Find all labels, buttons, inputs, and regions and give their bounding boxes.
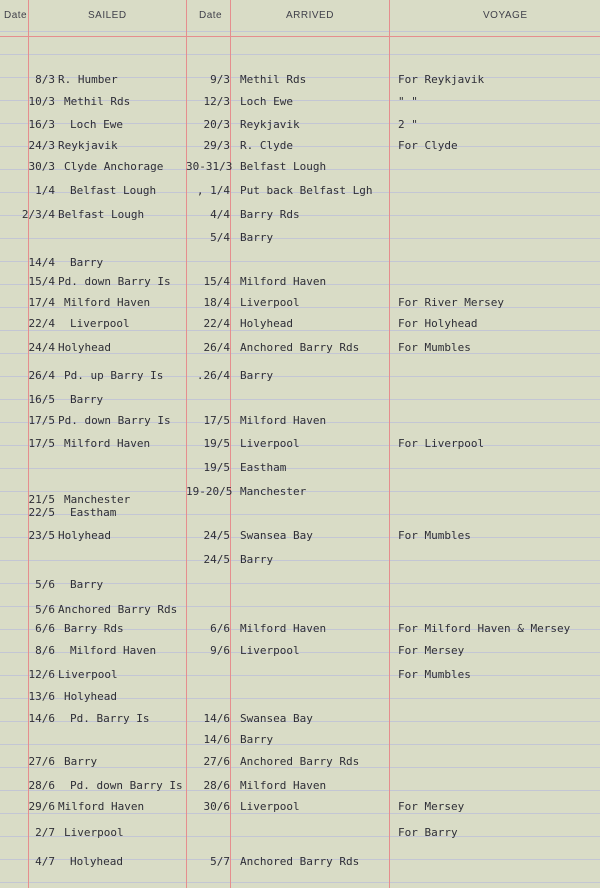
sail-place: Holyhead: [70, 855, 123, 868]
arrival-date: 29/3: [203, 139, 230, 152]
sail-date: 27/6: [28, 755, 55, 768]
ledger-row: [0, 776, 600, 796]
header-date-arrived: Date: [199, 10, 223, 21]
sail-date: 24/3: [28, 139, 55, 152]
ledger-row: [0, 550, 600, 570]
sail-date: 22/4: [28, 317, 55, 330]
arrival-date: 14/6: [203, 712, 230, 725]
sail-date: 26/4: [28, 369, 55, 382]
ledger-row: [0, 115, 600, 135]
voyage-note: For Mumbles: [398, 529, 471, 542]
sail-date: 28/6: [28, 779, 55, 792]
sail-date: 30/3: [28, 160, 55, 173]
ledger-row: [0, 411, 600, 431]
sail-place: Anchored Barry Rds: [58, 603, 178, 616]
ledger-row: [0, 253, 600, 273]
arrival-date: , 1/4: [196, 184, 230, 197]
header-voyage: VOYAGE: [483, 10, 528, 21]
sail-place: Pd. down Barry Is: [58, 275, 171, 288]
voyage-note: For Barry: [398, 826, 458, 839]
arrival-date: 19/5: [203, 437, 230, 450]
sail-place: Holyhead: [58, 341, 111, 354]
arrival-date: 24/5: [203, 529, 230, 542]
arrival-place: Milford Haven: [240, 275, 327, 288]
arrival-date: 15/4: [203, 275, 230, 288]
sail-date: 22/5: [28, 506, 55, 519]
sail-place: Barry Rds: [64, 622, 124, 635]
arrival-date: 5/4: [210, 231, 230, 244]
ledger-row: [0, 797, 600, 817]
arrival-date: 27/6: [203, 755, 230, 768]
arrival-place: Barry: [240, 369, 274, 382]
ledger-row: [0, 228, 600, 248]
sail-place: R. Humber: [58, 73, 118, 86]
sail-place: Clyde Anchorage: [64, 160, 164, 173]
voyage-note: For Mersey: [398, 644, 465, 657]
voyage-note: For Mumbles: [398, 341, 471, 354]
sail-place: Liverpool: [58, 668, 118, 681]
ledger-row: [0, 575, 600, 595]
arrival-place: Anchored Barry Rds: [240, 341, 360, 354]
sail-date: 2/7: [35, 826, 55, 839]
sail-place: Milford Haven: [64, 437, 151, 450]
arrival-place: Reykjavik: [240, 118, 300, 131]
arrival-date: 26/4: [203, 341, 230, 354]
arrival-date: 24/5: [203, 553, 230, 566]
sail-date: 29/6: [28, 800, 55, 813]
arrival-place: Liverpool: [240, 800, 300, 813]
sail-place: Holyhead: [64, 690, 117, 703]
ledger-row: [0, 157, 600, 177]
sail-place: Belfast Lough: [58, 208, 145, 221]
arrival-date: 28/6: [203, 779, 230, 792]
sail-place: Liverpool: [64, 826, 124, 839]
voyage-note: For Holyhead: [398, 317, 478, 330]
sail-place: Milford Haven: [70, 644, 157, 657]
ledger-row: [0, 752, 600, 772]
sail-place: Barry: [70, 578, 104, 591]
sail-place: Pd. down Barry Is: [70, 779, 183, 792]
arrival-place: Barry: [240, 733, 274, 746]
sail-place: Holyhead: [58, 529, 111, 542]
arrival-date: 18/4: [203, 296, 230, 309]
ledger-row: [0, 665, 600, 685]
header-date-sailed: Date: [4, 10, 28, 21]
arrival-date: 9/3: [210, 73, 230, 86]
sail-date: 8/6: [35, 644, 55, 657]
arrival-place: Manchester: [240, 485, 307, 498]
arrival-date: 12/3: [203, 95, 230, 108]
sail-date: 4/7: [35, 855, 55, 868]
ledger-row: [0, 823, 600, 843]
voyage-note: For Mersey: [398, 800, 465, 813]
voyage-note: For Mumbles: [398, 668, 471, 681]
sail-date: 16/3: [28, 118, 55, 131]
sail-date: 24/4: [28, 341, 55, 354]
ledger-row: [0, 314, 600, 334]
arrival-date: 14/6: [203, 733, 230, 746]
arrival-place: Milford Haven: [240, 414, 327, 427]
sail-place: Barry: [64, 755, 98, 768]
sail-date: 17/5: [28, 437, 55, 450]
ledger-row: [0, 293, 600, 313]
sail-place: Milford Haven: [58, 800, 145, 813]
ledger-row: [0, 730, 600, 750]
arrival-date: 19-20/5: [186, 485, 233, 498]
arrival-date: 4/4: [210, 208, 230, 221]
arrival-date: 30/6: [203, 800, 230, 813]
arrival-place: R. Clyde: [240, 139, 293, 152]
sail-date: 10/3: [28, 95, 55, 108]
arrival-date: 17/5: [203, 414, 230, 427]
sail-date: 6/6: [35, 622, 55, 635]
sail-date: 13/6: [28, 690, 55, 703]
ledger-row: [0, 600, 600, 620]
arrival-place: Loch Ewe: [240, 95, 293, 108]
sail-place: Barry: [70, 256, 104, 269]
ledger-row: [0, 181, 600, 201]
arrival-place: Barry: [240, 231, 274, 244]
sail-date: 14/6: [28, 712, 55, 725]
voyage-note: 2 ": [398, 118, 418, 131]
voyage-note: For River Mersey: [398, 296, 504, 309]
sail-date: 17/5: [28, 414, 55, 427]
sail-date: 16/5: [28, 393, 55, 406]
ledger-row: [0, 205, 600, 225]
arrival-place: Belfast Lough: [240, 160, 327, 173]
arrival-date: 6/6: [210, 622, 230, 635]
ledger-row: [0, 687, 600, 707]
voyage-note: For Clyde: [398, 139, 458, 152]
sail-date: 5/6: [35, 603, 55, 616]
arrival-place: Liverpool: [240, 437, 300, 450]
sail-place: Barry: [70, 393, 104, 406]
voyage-note: For Liverpool: [398, 437, 485, 450]
arrival-place: Barry: [240, 553, 274, 566]
ledger-row: [0, 272, 600, 292]
arrival-date: 9/6: [210, 644, 230, 657]
ledger-row: [0, 92, 600, 112]
sail-place: Methil Rds: [64, 95, 131, 108]
ledger-row: [0, 526, 600, 546]
sail-place: Eastham: [70, 506, 117, 519]
sail-date: 21/5: [28, 493, 55, 506]
sail-place: Loch Ewe: [70, 118, 123, 131]
sail-date: 1/4: [35, 184, 55, 197]
arrival-date: 22/4: [203, 317, 230, 330]
arrival-place: Swansea Bay: [240, 712, 313, 725]
header-sailed: SAILED: [88, 10, 127, 21]
arrival-place: Liverpool: [240, 644, 300, 657]
ledger-row: [0, 619, 600, 639]
sail-date: 2/3/4: [21, 208, 55, 221]
sail-place: Reykjavik: [58, 139, 118, 152]
sail-place: Pd. down Barry Is: [58, 414, 171, 427]
arrival-place: Methil Rds: [240, 73, 307, 86]
ledger-row: [0, 458, 600, 478]
ledger-row: [0, 503, 600, 523]
ledger-row: [0, 390, 600, 410]
arrival-place: Eastham: [240, 461, 287, 474]
arrival-place: Swansea Bay: [240, 529, 313, 542]
arrival-place: Milford Haven: [240, 779, 327, 792]
ledger-row: [0, 709, 600, 729]
ledger-row: [0, 366, 600, 386]
arrival-place: Anchored Barry Rds: [240, 855, 360, 868]
arrival-date: .26/4: [196, 369, 230, 382]
sail-place: Belfast Lough: [70, 184, 157, 197]
arrival-place: Liverpool: [240, 296, 300, 309]
sail-date: 14/4: [28, 256, 55, 269]
arrival-place: Barry Rds: [240, 208, 300, 221]
header-rule: [0, 36, 600, 37]
sail-date: 12/6: [28, 668, 55, 681]
sail-place: Pd. up Barry Is: [64, 369, 164, 382]
arrival-date: 30-31/3: [186, 160, 233, 173]
ledger-row: [0, 434, 600, 454]
ledger-row: [0, 70, 600, 90]
ledger-row: [0, 136, 600, 156]
sail-place: Liverpool: [70, 317, 130, 330]
arrival-place: Holyhead: [240, 317, 293, 330]
sail-date: 23/5: [28, 529, 55, 542]
sail-place: Pd. Barry Is: [70, 712, 150, 725]
arrival-place: Put back Belfast Lgh: [240, 184, 373, 197]
arrival-date: 20/3: [203, 118, 230, 131]
arrival-place: Anchored Barry Rds: [240, 755, 360, 768]
sail-place: Milford Haven: [64, 296, 151, 309]
sail-date: 8/3: [35, 73, 55, 86]
sail-date: 5/6: [35, 578, 55, 591]
voyage-note: " ": [398, 95, 418, 108]
voyage-note: For Milford Haven & Mersey: [398, 622, 571, 635]
sail-date: 15/4: [28, 275, 55, 288]
ledger-row: [0, 852, 600, 872]
header-arrived: ARRIVED: [286, 10, 334, 21]
ledger-row: [0, 338, 600, 358]
sail-place: Manchester: [64, 493, 131, 506]
ledger-row: [0, 641, 600, 661]
arrival-place: Milford Haven: [240, 622, 327, 635]
sail-date: 17/4: [28, 296, 55, 309]
voyage-note: For Reykjavik: [398, 73, 485, 86]
arrival-date: 19/5: [203, 461, 230, 474]
arrival-date: 5/7: [210, 855, 230, 868]
